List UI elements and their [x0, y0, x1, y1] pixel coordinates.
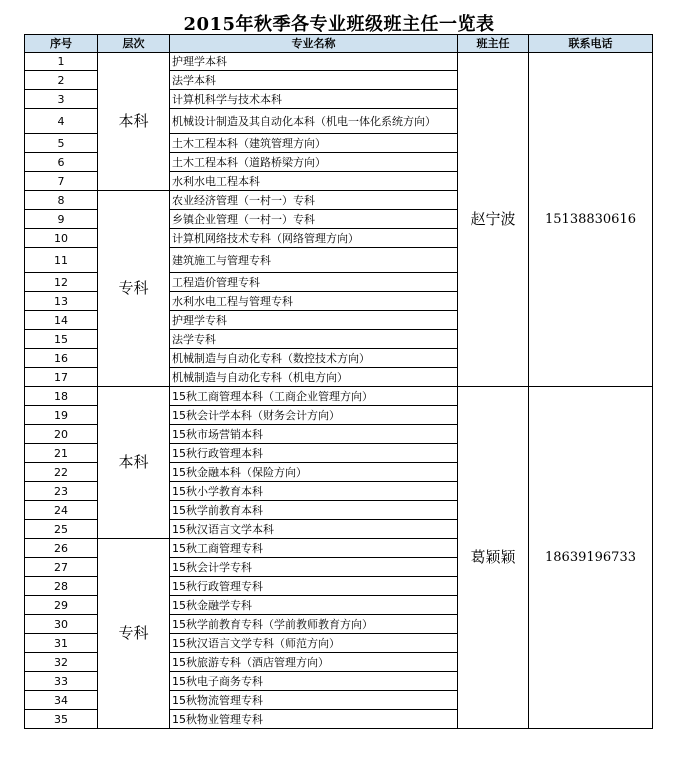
table-row [25, 53, 653, 71]
major-name: 护理学专科 [170, 311, 458, 330]
major-name: 土木工程本科（建筑管理方向） [170, 134, 458, 153]
major-name: 15秋学前教育本科 [170, 501, 458, 520]
row-number: 14 [25, 311, 98, 330]
row-number: 2 [25, 71, 98, 90]
row-number: 34 [25, 691, 98, 710]
row-number: 9 [25, 210, 98, 229]
row-number: 16 [25, 349, 98, 368]
major-name: 法学本科 [170, 71, 458, 90]
row-number: 4 [25, 109, 98, 134]
major-name: 15秋物业管理专科 [170, 710, 458, 729]
major-name: 工程造价管理专科 [170, 273, 458, 292]
major-name: 15秋工商管理本科（工商企业管理方向） [170, 387, 458, 406]
teacher-name: 赵宁波 [458, 53, 529, 387]
major-name: 水利水电工程与管理专科 [170, 292, 458, 311]
row-number: 25 [25, 520, 98, 539]
major-name: 法学专科 [170, 330, 458, 349]
row-number: 6 [25, 153, 98, 172]
header-major: 专业名称 [170, 35, 458, 53]
row-number: 30 [25, 615, 98, 634]
major-name: 农业经济管理（一村一）专科 [170, 191, 458, 210]
row-number: 3 [25, 90, 98, 109]
row-number: 31 [25, 634, 98, 653]
major-name: 计算机科学与技术本科 [170, 90, 458, 109]
major-name: 土木工程本科（道路桥梁方向） [170, 153, 458, 172]
major-name: 机械设计制造及其自动化本科（机电一体化系统方向） [170, 109, 458, 134]
level-cell: 专科 [98, 191, 170, 387]
row-number: 24 [25, 501, 98, 520]
row-number: 21 [25, 444, 98, 463]
row-number: 7 [25, 172, 98, 191]
level-cell: 专科 [98, 539, 170, 729]
row-number: 32 [25, 653, 98, 672]
major-name: 计算机网络技术专科（网络管理方向） [170, 229, 458, 248]
major-name: 15秋工商管理专科 [170, 539, 458, 558]
header-teacher: 班主任 [458, 35, 529, 53]
row-number: 13 [25, 292, 98, 311]
major-name: 15秋物流管理专科 [170, 691, 458, 710]
row-number: 20 [25, 425, 98, 444]
major-name: 机械制造与自动化专科（机电方向） [170, 368, 458, 387]
level-cell: 本科 [98, 53, 170, 191]
row-number: 5 [25, 134, 98, 153]
row-number: 12 [25, 273, 98, 292]
row-number: 29 [25, 596, 98, 615]
table-row [25, 387, 653, 406]
major-name: 15秋市场营销本科 [170, 425, 458, 444]
row-number: 26 [25, 539, 98, 558]
major-name: 水利水电工程本科 [170, 172, 458, 191]
major-name: 15秋会计学本科（财务会计方向） [170, 406, 458, 425]
major-name: 15秋金融学专科 [170, 596, 458, 615]
class-teacher-table [24, 34, 653, 729]
major-name: 15秋汉语言文学专科（师范方向） [170, 634, 458, 653]
major-name: 护理学本科 [170, 53, 458, 71]
major-name: 15秋行政管理专科 [170, 577, 458, 596]
table-body [25, 53, 653, 729]
major-name: 建筑施工与管理专科 [170, 248, 458, 273]
row-number: 22 [25, 463, 98, 482]
major-name: 15秋旅游专科（酒店管理方向） [170, 653, 458, 672]
header-num: 序号 [25, 35, 98, 53]
row-number: 17 [25, 368, 98, 387]
contact-phone: 18639196733 [529, 387, 653, 729]
row-number: 33 [25, 672, 98, 691]
row-number: 19 [25, 406, 98, 425]
teacher-name: 葛颖颖 [458, 387, 529, 729]
level-cell: 本科 [98, 387, 170, 539]
row-number: 1 [25, 53, 98, 71]
major-name: 乡镇企业管理（一村一）专科 [170, 210, 458, 229]
major-name: 15秋电子商务专科 [170, 672, 458, 691]
major-name: 15秋汉语言文学本科 [170, 520, 458, 539]
row-number: 28 [25, 577, 98, 596]
row-number: 8 [25, 191, 98, 210]
major-name: 15秋金融本科（保险方向） [170, 463, 458, 482]
row-number: 35 [25, 710, 98, 729]
contact-phone: 15138830616 [529, 53, 653, 387]
row-number: 15 [25, 330, 98, 349]
major-name: 机械制造与自动化专科（数控技术方向） [170, 349, 458, 368]
row-number: 11 [25, 248, 98, 273]
header-phone: 联系电话 [529, 35, 653, 53]
major-name: 15秋学前教育专科（学前教师教育方向） [170, 615, 458, 634]
row-number: 27 [25, 558, 98, 577]
row-number: 18 [25, 387, 98, 406]
header-row [25, 35, 653, 53]
major-name: 15秋小学教育本科 [170, 482, 458, 501]
row-number: 23 [25, 482, 98, 501]
page-title: 2015年秋季各专业班级班主任一览表 [183, 14, 495, 35]
major-name: 15秋行政管理本科 [170, 444, 458, 463]
header-level: 层次 [98, 35, 170, 53]
major-name: 15秋会计学专科 [170, 558, 458, 577]
row-number: 10 [25, 229, 98, 248]
